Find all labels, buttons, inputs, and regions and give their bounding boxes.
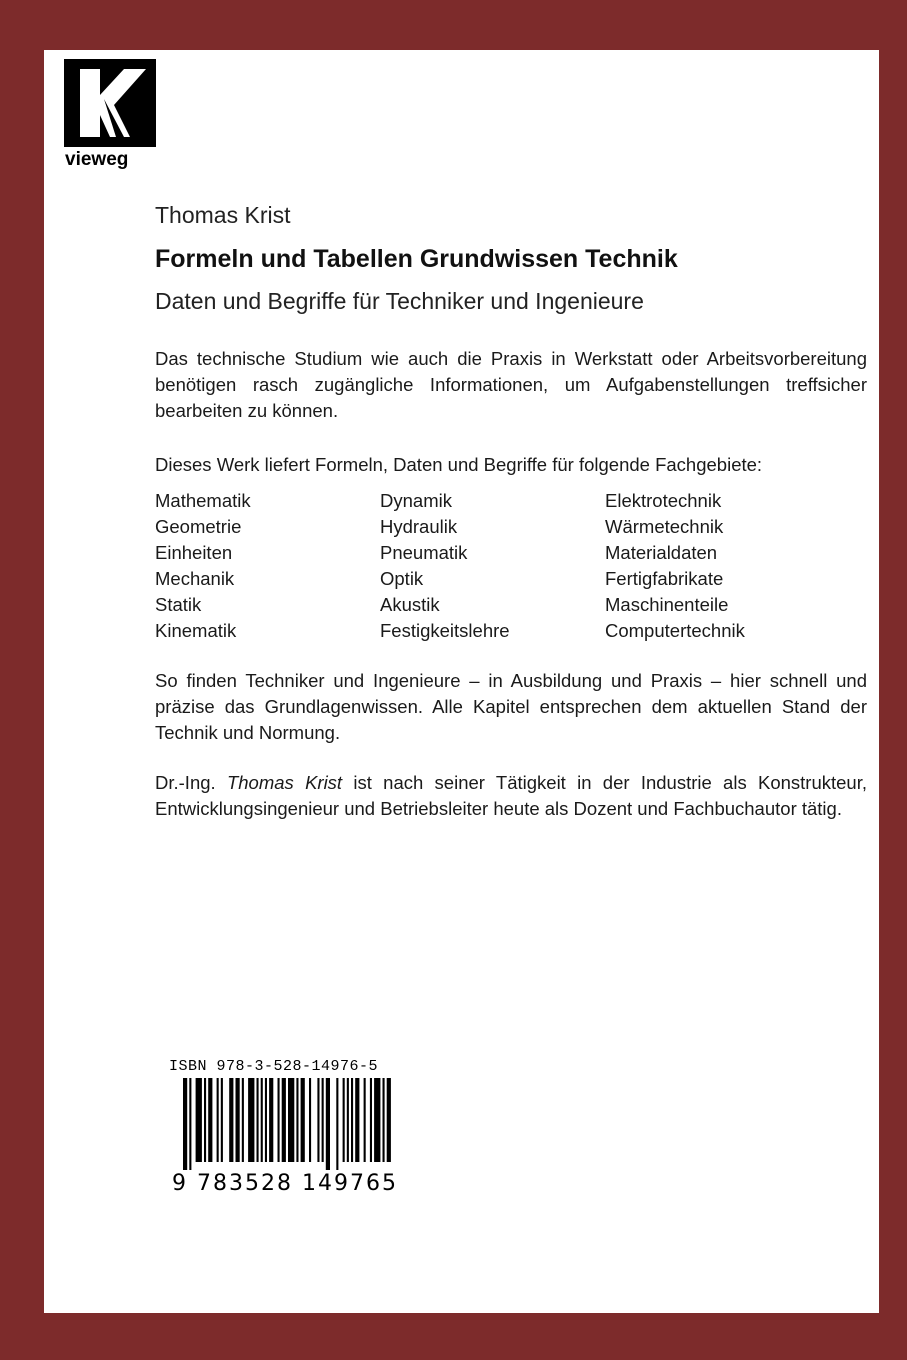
topics-list [155, 488, 867, 644]
publisher-logo [64, 59, 156, 171]
topic-item: Computertechnik [605, 620, 745, 641]
topic-item: Maschinenteile [605, 594, 729, 615]
barcode [169, 1078, 399, 1196]
topic-item: Einheiten [155, 542, 233, 563]
summary-paragraph: So finden Techniker und Ingenieure – in Ausbildung und Praxis – hier schnell und präzise das Grundlagenwissen. Alle Kapitel entsprechen dem aktuellen Stand der Technik und Normung. [155, 670, 867, 743]
bio-author-name: Thomas Krist [226, 772, 343, 793]
barcode-icon [169, 1078, 394, 1170]
bio-text: ist nach seiner Tätigkeit in der Industrie als Konstrukteur, Entwicklungsingenieur und Betriebsleiter heute als Dozent und Fachbuchautor tätig. [155, 772, 867, 819]
topic-item: Fertigfabrikate [605, 568, 724, 589]
book-title: Formeln und Tabellen Grundwissen Technik [155, 245, 678, 273]
book-subtitle: Daten und Begriffe für Techniker und Ingenieure [155, 288, 644, 314]
barcode-digits: 9 783528 149765 [172, 1171, 398, 1196]
topic-item: Pneumatik [380, 542, 468, 563]
topic-item: Festigkeitslehre [380, 620, 510, 641]
back-cover-page [44, 50, 879, 1313]
publisher-logo-text: vieweg [65, 149, 129, 170]
topic-item: Materialdaten [605, 542, 718, 563]
topic-item: Mechanik [155, 568, 235, 589]
topics-intro: Dieses Werk liefert Formeln, Daten und Begriffe für folgende Fachgebiete: [155, 454, 763, 475]
author-name: Thomas Krist [155, 202, 291, 228]
topic-item: Kinematik [155, 620, 237, 641]
author-bio [155, 770, 867, 822]
topic-item: Wärmetechnik [605, 516, 724, 537]
topic-item: Geometrie [155, 516, 242, 537]
topic-item: Hydraulik [380, 516, 458, 537]
intro-paragraph: Das technische Studium wie auch die Praxis in Werkstatt oder Arbeitsvorbereitung benötigen rasch zugängliche Informationen, um Aufgabenstellungen treffsicher bearbeiten zu können. [155, 348, 867, 421]
topic-item: Akustik [380, 594, 440, 615]
topic-item: Statik [155, 594, 202, 615]
isbn-block [169, 1058, 399, 1196]
vieweg-logo-icon [64, 59, 156, 147]
topic-item: Elektrotechnik [605, 490, 722, 511]
topic-item: Optik [380, 568, 424, 589]
topic-item: Dynamik [380, 490, 452, 511]
topic-item: Mathematik [155, 490, 251, 511]
bio-prefix: Dr.-Ing. [155, 772, 227, 793]
cover-text [155, 200, 867, 822]
isbn-label: ISBN 978-3-528-14976-5 [169, 1058, 379, 1075]
